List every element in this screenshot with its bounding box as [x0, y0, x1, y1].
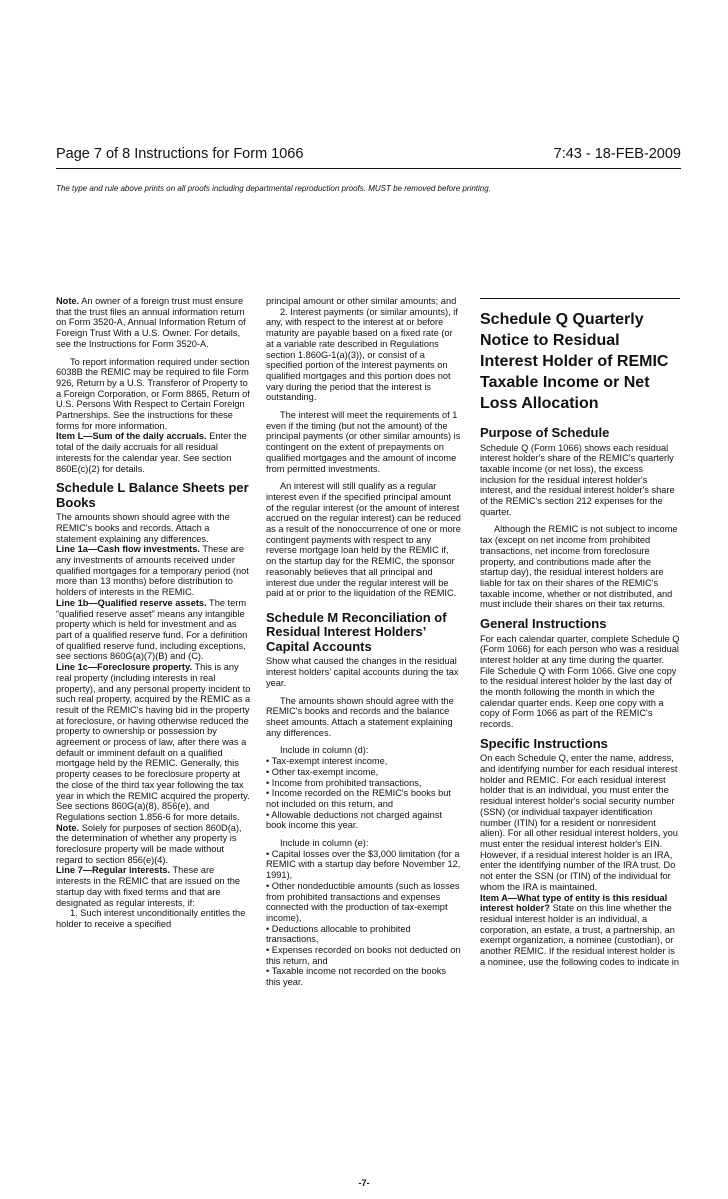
e-item: • Taxable income not recorded on the books this year.: [266, 966, 446, 988]
page-number: -7-: [358, 1178, 370, 1188]
item-a: Item A—What type of entity is this residual interest holder? State on this line whether the residual interest holder is an individual, a corporation, an estate, a trust, a partnership, an exempt organization, a nominee (custodian), or another REMIC. If the residual interest holder is a nominee, use the following codes to indicate in: [480, 892, 680, 967]
line-1c: Line 1c—Foreclosure property. This is any real property (including interests in real property), and any personal property incident to such real property, acquired by the REMIC as a result of the REMIC's having bid in the property at foreclosure, or having otherwise reduced the property to ownership or possession by agreement or process of law, after there was a default or imminent default on a qualified mortgage held by the REMIC. Generally, this property ceases to be foreclosure property at the close of the third tax year following the tax year in which the REMIC acquired the property. See sections 860G(a)(8), 856(e), and Regulations section 1.856-6 for more details.: [56, 662, 251, 822]
schedule-m-text: Show what caused the changes in the residual interest holders’ capital accounts during the tax year.: [266, 656, 459, 688]
schedule-l-heading: Schedule L Balance Sheets per Books: [56, 480, 249, 510]
para-amounts: The amounts shown should agree with the REMIC's books and records and the balance sheet amounts. Attach a statement explaining any differences.: [266, 695, 454, 738]
proof-notice: The type and rule above prints on all proofs including departmental reproduction proofs. MUST be removed before printing.: [56, 184, 491, 193]
header-left: Page 7 of 8 Instructions for Form 1066: [56, 146, 304, 162]
para-report: To report information required under section 6038B the REMIC may be required to file Form 926, Return by a U.S. Transferor of Property to a Foreign Corporation, or Form 8865, Return of U.S. Persons With Respect to Certain Foreign Partnerships. See the instructions for these forms for more information.: [56, 356, 250, 431]
note-foreign-trust: Note. An owner of a foreign trust must ensure that the trust files an annual information return on Form 3520-A, Annual Information Return of Foreign Trust With a U.S. Owner. For details, see the Instructions for Form 3520-A.: [56, 296, 246, 349]
general-heading: General Instructions: [480, 616, 607, 632]
header-right: 7:43 - 18-FEB-2009: [553, 146, 681, 162]
column-1: [56, 296, 251, 930]
d-item: • Income from prohibited transactions,: [266, 777, 422, 788]
item-2: 2. Interest payments (or similar amounts), if any, with respect to the interest at or before maturity are payable based on a fixed rate (or at a variable rate described in Regulations section 1.860G-1(a)(3)), or consist of a specified portion of the interest payments on qualified mortgages and this portion does not vary during the period that the interest is outstanding.: [266, 306, 458, 403]
general-text: For each calendar quarter, complete Schedule Q (Form 1066) for each person who was a residual interest holder at any time during the quarter. File Schedule Q with Form 1066. Give one copy to the residual interest holder by the last day of the month following the month in which the calendar quarter ends. Keep one copy with a copy of Form 1066 as part of the REMIC's records.: [480, 633, 680, 730]
e-item: • Expenses recorded on books not deducted on this return, and: [266, 945, 461, 966]
specific-text: On each Schedule Q, enter the name, address, and identifying number for each residual interest holder and REMIC. For each residual interest holder that is an individual, you must enter the residual interest holder's social security number (SSN) (or individual taxpayer identification number (ITIN) for a resident or nonresident alien). For all other residual interest holders, you must enter the residual interest holder's EIN. However, if a residual interest holder is an IRA, enter the identifying number of the IRA trust. Do not enter the SSN (or ITIN) of the individual for whom the IRA is maintained.: [480, 753, 678, 892]
schedule-q-title: Schedule Q Quarterly Notice to Residual Interest Holder of REMIC Taxable Income or Net Loss Allocation: [480, 311, 669, 412]
line-7: Line 7—Regular interests. These are interests in the REMIC that are issued on the startup day with fixed terms and that are designated as regular interests, if:: [56, 865, 241, 908]
column-2: [266, 296, 461, 988]
header-rule: [56, 168, 681, 169]
purpose-heading: Purpose of Schedule: [480, 425, 610, 440]
item-l: Item L—Sum of the daily accruals. Enter the total of the daily accruals for all residual interests for the calendar year. See section 860E(c)(2) for details.: [56, 431, 247, 474]
e-item: • Deductions allocable to prohibited transactions,: [266, 923, 411, 945]
schedule-q-rule: [480, 298, 680, 414]
purpose-text: Schedule Q (Form 1066) shows each residual interest holder's share of the REMIC's quarterly taxable income (or net loss), the excess inclusion for the residual interest holder's interest, and the residual interest holder's share of the REMIC's section 212 expenses for the quarter.: [480, 442, 675, 517]
column-3: [480, 296, 680, 967]
note-foreclosure: Note. Solely for purposes of section 860D(a), the determination of whether any property is foreclosure property will be made without regard to section 856(e)(4).: [56, 822, 242, 865]
d-item: • Allowable deductions not charged against book income this year.: [266, 809, 443, 831]
column-d-intro: Include in column (d):: [280, 745, 369, 756]
schedule-m-heading: Schedule M Reconciliation of Residual Interest Holders’ Capital Accounts: [266, 609, 447, 654]
e-item: • Other nondeductible amounts (such as losses from prohibited transactions and expenses connected with the production of tax-exempt income),: [266, 880, 460, 923]
column-e-intro: Include in column (e):: [280, 838, 369, 849]
line-1a: Line 1a—Cash flow investments. These are any investments of amounts received under qualified mortgages for a temporary period (not more than 13 months) before distribution to holders of interests in the REMIC.: [56, 544, 249, 598]
schedule-l-text: The amounts shown should agree with the REMIC's books and records. Attach a statement explaining any differences.: [56, 512, 230, 544]
d-item: • Income recorded on the REMIC's books but not included on this return, and: [266, 788, 451, 809]
line-1b: Line 1b—Qualified reserve assets. The term “qualified reserve asset” means any intangible property which is held for investment and as part of a qualified reserve fund. For a definition of qualified reserve fund, including exceptions, see sections 860G(a)(7)(B) and (C).: [56, 597, 248, 662]
running-header: [56, 146, 681, 166]
continued-text: principal amount or other similar amounts; and: [266, 296, 457, 306]
line-7-item-1: 1. Such interest unconditionally entitles the holder to receive a specified: [56, 908, 246, 929]
d-item: • Tax-exempt interest income,: [266, 756, 388, 767]
e-item: • Capital losses over the $3,000 limitation (for a REMIC with a startup day before November 12, 1991),: [266, 848, 461, 881]
para-although: Although the REMIC is not subject to income tax (except on net income from prohibited transactions, net income from foreclosure property, and contributions made after the startup day), the residual interest holders are liable for tax on their shares of the REMIC's taxable income, whether or not distributed, and must include their shares on their tax returns.: [480, 524, 678, 610]
para-still: An interest will still qualify as a regular interest even if the specified principal amount of the regular interest (or the amount of interest accrued on the regular interest) can be reduced as a result of the nonoccurrence of one or more contingent payments with respect to any reverse mortgage loan held by the REMIC if, on the startup day for the REMIC, the sponsor reasonably believes that all principal and interest due under the regular interest will be paid at or prior to the liquidation of the REMIC.: [266, 481, 461, 599]
para-meet: The interest will meet the requirements of 1 even if the timing (but not the amount) of the principal payments (or other similar amounts) is contingent on the extent of prepayments on qualified mortgages and the amount of income from permitted investments.: [266, 410, 461, 474]
specific-heading: Specific Instructions: [480, 735, 608, 751]
d-item: • Other tax-exempt income,: [266, 766, 379, 777]
